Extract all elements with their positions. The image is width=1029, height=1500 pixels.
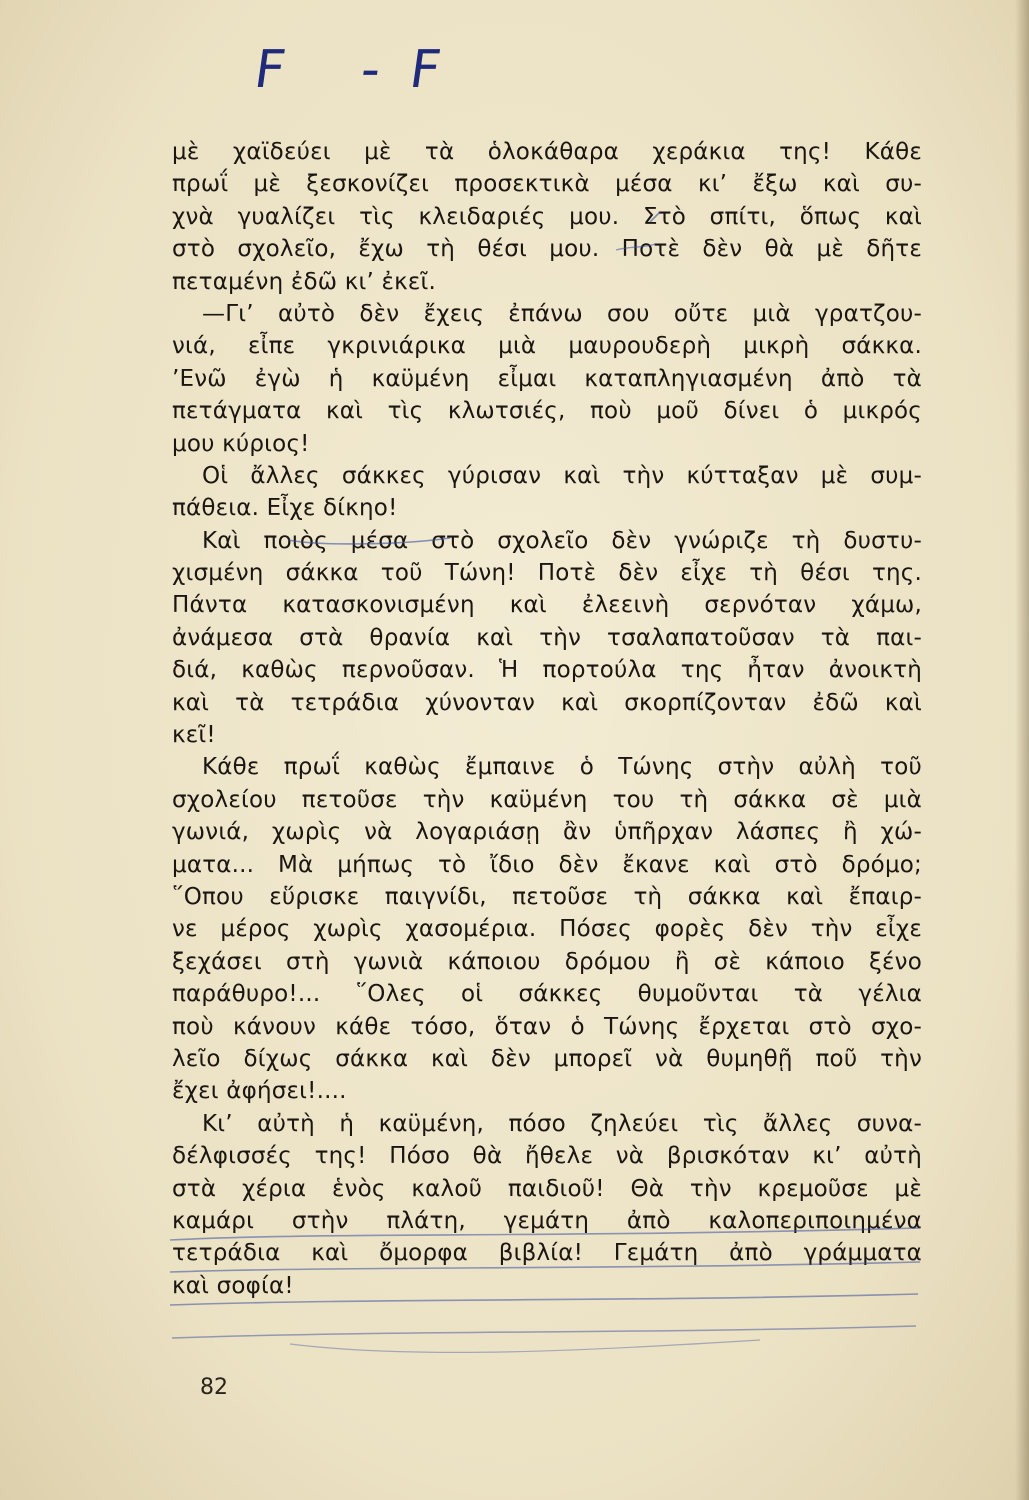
text-line: Οἱ ἄλλες σάκκες γύρισαν καὶ τὴν κύτταξαν μὲ συμ-: [202, 462, 922, 489]
text-line: κεῖ!: [172, 722, 216, 749]
text-line: στὸ σχολεῖο, ἔχω τὴ θέσι μου. Ποτὲ δὲν θὰ μὲ δῆτε: [172, 236, 922, 263]
text-line: καμάρι στὴν πλάτη, γεμάτη ἀπὸ καλοπεριποιημένα: [172, 1207, 922, 1234]
text-line: λεῖο δίχως σάκκα καὶ δὲν μπορεῖ νὰ θυμηθῇ ποῦ τὴν: [172, 1045, 922, 1072]
text-line: δέλφισσές της! Πόσο θὰ ἤθελε νὰ βρισκόταν κι’ αὐτὴ: [172, 1143, 922, 1170]
text-line: διά, καθὼς περνοῦσαν. Ἡ πορτούλα της ἦταν ἀνοικτὴ: [172, 657, 922, 684]
page-edge-shadow: [1015, 0, 1029, 1500]
text-line: μὲ χαϊδεύει μὲ τὰ ὁλοκάθαρα χεράκια της! Κάθε: [172, 139, 922, 165]
text-line: σχολείου πετοῦσε τὴν καϋμένη του τὴ σάκκα σὲ μιὰ: [172, 786, 922, 813]
text-line: στὰ χέρια ἑνὸς καλοῦ παιδιοῦ! Θὰ τὴν κρεμοῦσε μὲ: [172, 1175, 922, 1202]
text-line: ’Ενῶ ἐγὼ ἡ καϋμένη εἶμαι καταπληγιασμένη ἀπὸ τὰ: [172, 365, 922, 392]
text-line: πάθεια. Εἶχε δίκηο!: [172, 495, 398, 522]
text-line: ἀνάμεσα στὰ θρανία καὶ τὴν τσαλαπατοῦσαν τὰ παι-: [172, 624, 922, 651]
text-line: νε μέρος χωρὶς χασομέρια. Πόσες φορὲς δὲν τὴν εἶχε: [172, 916, 922, 943]
text-line: καὶ σοφία!: [172, 1272, 294, 1299]
text-line: ποὺ κάνουν κάθε τόσο, ὅταν ὁ Τώνης ἔρχεται στὸ σχο-: [172, 1013, 922, 1040]
page-number: 82: [200, 1375, 228, 1400]
text-line: Πάντα κατασκονισμένη καὶ ἐλεεινὴ σερνόταν χάμω,: [172, 592, 922, 619]
text-line: ξεχάσει στὴ γωνιὰ κάποιου δρόμου ἢ σὲ κάποιο ξένο: [172, 948, 922, 975]
text-line: μου κύριος!: [172, 430, 310, 457]
text-line: παράθυρο!... ῞Ολες οἱ σάκκες θυμοῦνται τὰ γέλια: [172, 981, 922, 1008]
text-line: Καὶ ποιὸς μέσα στὸ σχολεῖο δὲν γνώριζε τὴ δυστυ-: [202, 527, 922, 554]
text-line: χνὰ γυαλίζει τὶς κλειδαριές μου. Στὸ σπίτι, ὅπως καὶ: [172, 203, 922, 230]
text-line: νιά, εἶπε γκρινιάρικα μιὰ μαυρουδερὴ μικρὴ σάκκα.: [172, 333, 922, 360]
text-line: πεταμένη ἐδῶ κι’ ἐκεῖ.: [172, 268, 437, 295]
text-line: πρωΐ μὲ ξεσκονίζει προσεκτικὰ μέσα κι’ ἔξω καὶ συ-: [172, 171, 922, 198]
text-line: γωνιά, χωρὶς νὰ λογαριάσῃ ἂν ὑπῆρχαν λάσπες ἢ χώ-: [172, 819, 922, 846]
text-line: ῞Οπου εὕρισκε παιγνίδι, πετοῦσε τὴ σάκκα καὶ ἔπαιρ-: [172, 883, 922, 910]
text-line: Κάθε πρωΐ καθὼς ἔμπαινε ὁ Τώνης στὴν αὐλὴ τοῦ: [202, 754, 922, 781]
body-text: [172, 136, 922, 1302]
text-line: τετράδια καὶ ὄμορφα βιβλία! Γεμάτη ἀπὸ γράμματα: [172, 1240, 922, 1267]
handwritten-mark: F -F: [250, 40, 475, 100]
text-line: ματα... Μὰ μήπως τὸ ἴδιο δὲν ἔκανε καὶ στὸ δρόμο;: [172, 851, 922, 878]
text-line: καὶ τὰ τετράδια χύνονταν καὶ σκορπίζονταν ἐδῶ καὶ: [172, 689, 922, 716]
text-line: —Γι’ αὐτὸ δὲν ἔχεις ἐπάνω σου οὔτε μιὰ γρατζου-: [202, 300, 922, 327]
text-line: Κι’ αὐτὴ ἡ καϋμένη, πόσο ζηλεύει τὶς ἄλλες συνα-: [202, 1110, 922, 1137]
text-line: πετάγματα καὶ τὶς κλωτσιές, ποὺ μοῦ δίνει ὁ μικρός: [172, 398, 922, 425]
text-line: ἔχει ἀφήσει!....: [172, 1078, 347, 1105]
text-line: χισμένη σάκκα τοῦ Τώνη! Ποτὲ δὲν εἶχε τὴ θέσι της.: [172, 560, 922, 587]
